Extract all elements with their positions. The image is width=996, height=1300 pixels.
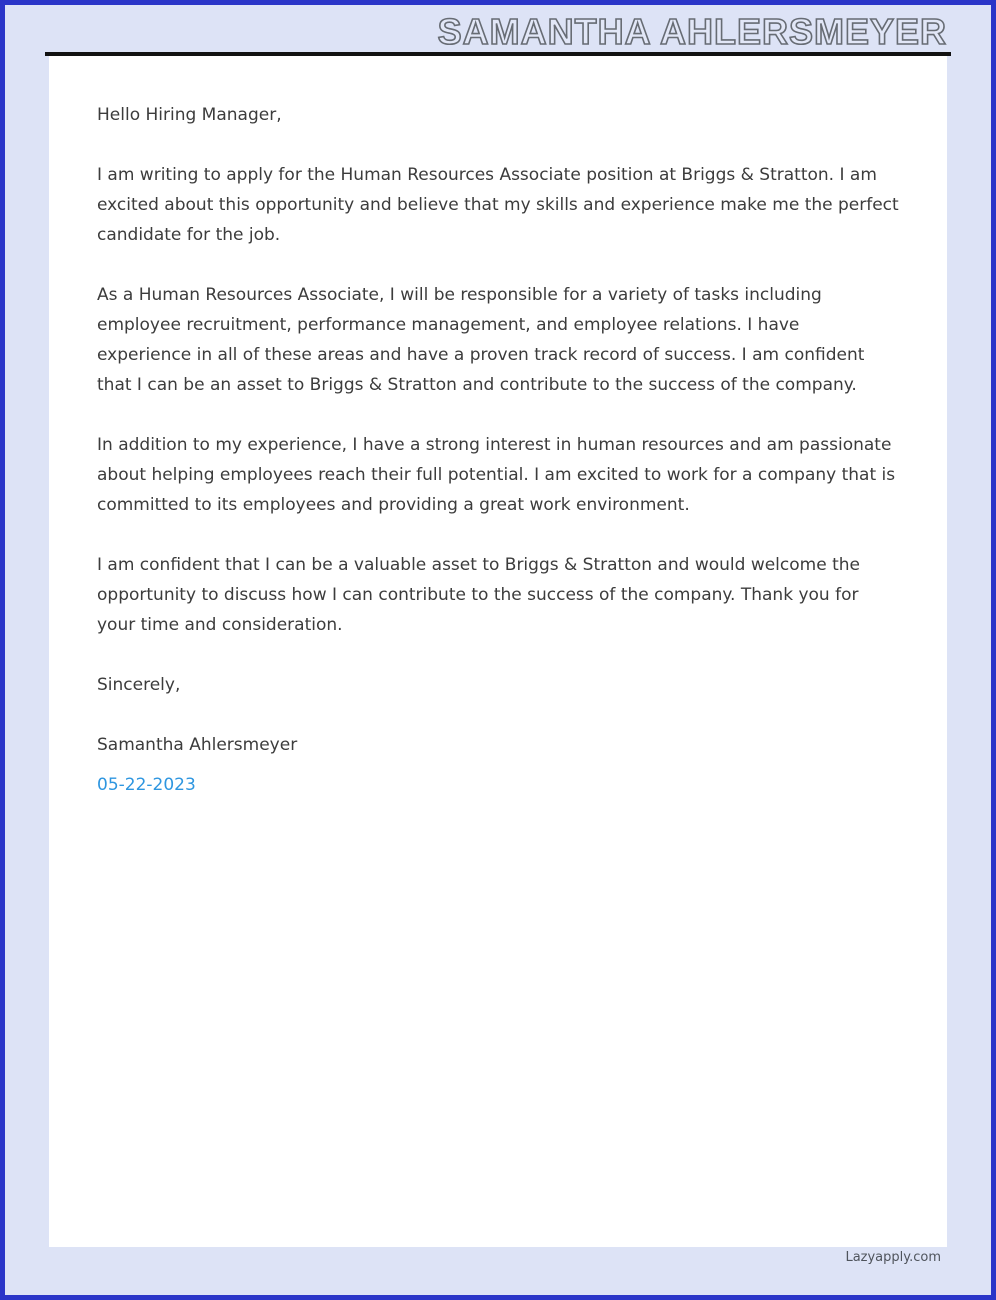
letter-body xyxy=(49,56,947,1247)
paragraph-2: As a Human Resources Associate, I will be responsible for a variety of tasks including employee recruitment, performance management, and employee relations. I have experience in all of these areas and have a proven track record of success. I am confident that I can be an asset to Briggs & Stratton and contribute to the success of the company. xyxy=(97,285,865,395)
paragraph-3: In addition to my experience, I have a strong interest in human resources and am passionate about helping employees reach their full potential. I am excited to work for a company that is committed to its employees and providing a great work environment. xyxy=(97,435,896,515)
paragraph-1: I am writing to apply for the Human Resources Associate position at Briggs & Stratton. I am excited about this opportunity and believe that my skills and experience make me the perfect candidate for the job. xyxy=(97,165,899,245)
signature-name: Samantha Ahlersmeyer xyxy=(97,735,298,755)
watermark: Lazyapply.com xyxy=(845,1250,941,1265)
paragraph-4: I am confident that I can be a valuable asset to Briggs & Stratton and would welcome the opportunity to discuss how I can contribute to the success of the company. Thank you for your time and consideration. xyxy=(97,555,860,635)
letter-date: 05-22-2023 xyxy=(97,775,196,795)
greeting: Hello Hiring Manager, xyxy=(97,105,282,125)
header-name: SAMANTHA AHLERSMEYER xyxy=(437,11,947,52)
closing: Sincerely, xyxy=(97,675,181,695)
